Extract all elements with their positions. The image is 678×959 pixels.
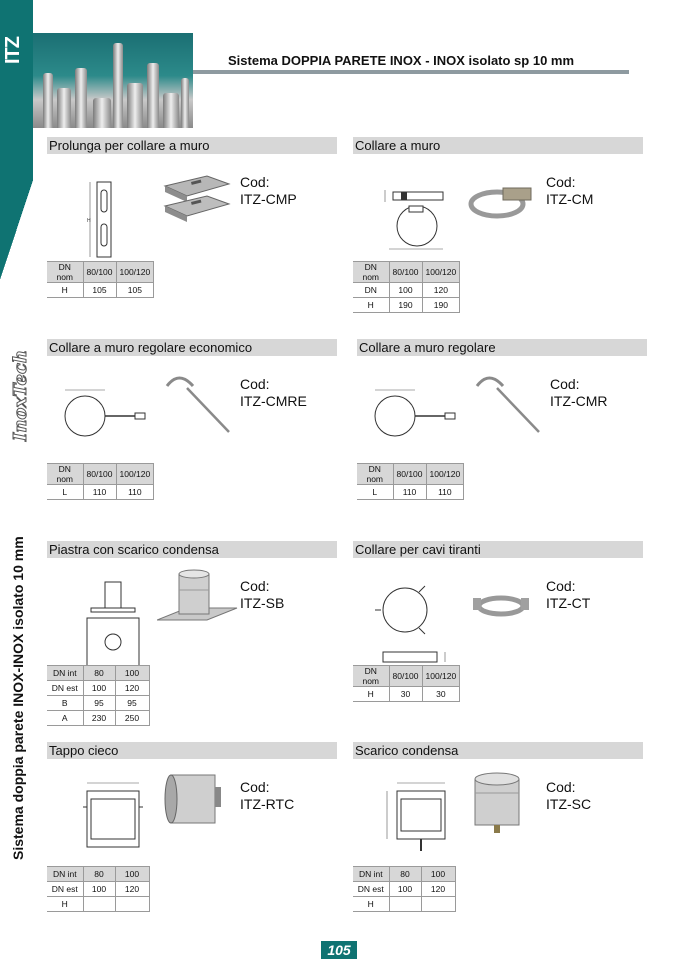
spec-table: DN nom 80/100 100/120 H 30 30 [353, 665, 460, 702]
spec-table: DN int 80 100 DN est 100 120 B 95 95 A 230 250 [47, 665, 150, 726]
product-title: Scarico condensa [353, 742, 643, 759]
product-title: Collare a muro [353, 137, 643, 154]
hero-photo [33, 33, 193, 128]
spec-table: DN nom 80/100 100/120 DN 100 120 H 190 190 [353, 261, 460, 313]
product-title: Collare a muro regolare economico [47, 339, 337, 356]
product-card-sc [353, 742, 643, 909]
product-code: Cod: ITZ-CMRE [240, 376, 307, 409]
product-title: Tappo cieco [47, 742, 337, 759]
product-code: Cod: ITZ-RTC [240, 779, 295, 812]
technical-drawing-icon [363, 568, 463, 678]
product-photo [467, 366, 547, 446]
spec-table: DN nom 80/100 100/120 L 110 110 [47, 463, 154, 500]
spec-table: DN int 80 100 DN est 100 120 H [47, 866, 150, 912]
product-title: Piastra con scarico condensa [47, 541, 337, 558]
product-card-rtc [47, 742, 337, 909]
product-photo [463, 568, 543, 648]
product-photo [157, 769, 247, 859]
spec-table: DN nom 80/100 100/120 H 105 105 [47, 261, 154, 298]
vertical-section-title: Sistema doppia parete INOX-INOX isolato 10 mm [10, 536, 26, 860]
technical-drawing-icon [57, 164, 137, 264]
product-title: Collare per cavi tiranti [353, 541, 643, 558]
product-code: Cod: ITZ-CMR [550, 376, 608, 409]
page-title: Sistema DOPPIA PARETE INOX - INOX isolato sp 10 mm [228, 53, 575, 68]
product-title: Prolunga per collare a muro [47, 137, 337, 154]
brand-tag: ITZ [2, 37, 24, 65]
product-card-sb [47, 541, 337, 723]
technical-drawing-icon [57, 568, 157, 678]
product-code: Cod: ITZ-SC [546, 779, 592, 812]
product-code: Cod: ITZ-CT [546, 578, 591, 611]
technical-drawing-icon [57, 366, 157, 456]
inoxtech-logo: InoxTech [10, 350, 31, 442]
product-photo [463, 164, 543, 234]
product-title: Collare a muro regolare [357, 339, 647, 356]
side-band [0, 0, 33, 180]
product-photo [157, 366, 237, 446]
spec-table: DN int 80 100 DN est 100 120 H [353, 866, 456, 912]
product-photo [463, 769, 553, 859]
side-band-cut [0, 180, 33, 280]
product-code: Cod: ITZ-CMP [240, 174, 297, 207]
product-card-cmre [47, 339, 337, 497]
product-photo [157, 568, 247, 658]
product-card-cmr [357, 339, 647, 497]
product-code: Cod: ITZ-SB [240, 578, 285, 611]
product-code: Cod: ITZ-CM [546, 174, 594, 207]
technical-drawing-icon [363, 769, 463, 869]
product-card-ct [353, 541, 643, 699]
svg-text:H: H [87, 218, 91, 224]
title-rule [193, 70, 629, 74]
technical-drawing-icon [367, 366, 467, 456]
page-number: 105 [321, 941, 357, 959]
technical-drawing-icon [363, 164, 453, 264]
spec-table: DN nom 80/100 100/120 L 110 110 [357, 463, 464, 500]
product-card-cmp [47, 137, 337, 295]
product-photo [157, 164, 237, 234]
technical-drawing-icon [57, 769, 157, 869]
product-card-cm [353, 137, 643, 310]
